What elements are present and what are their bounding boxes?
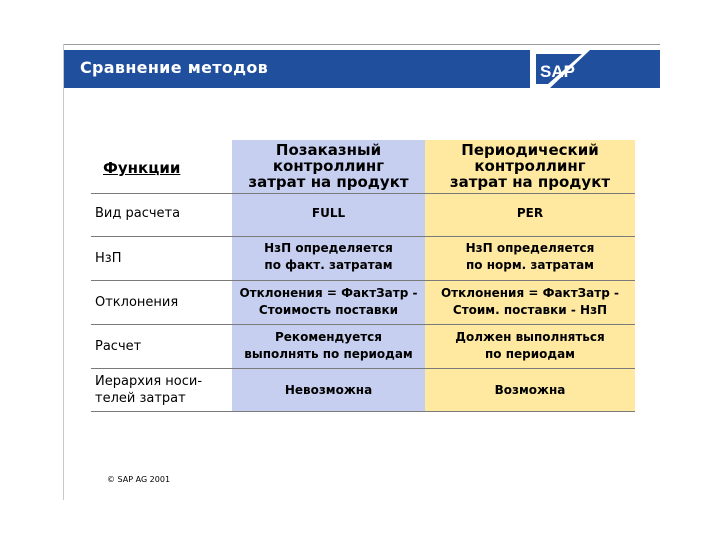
cell-periodic-calc-type: PER [516, 206, 544, 220]
row-divider [91, 236, 635, 237]
column-header-job-order: Позаказный контроллинг затрат на продукт [248, 141, 409, 191]
cell-periodic-wip: НзП определяется по норм. затратам [465, 241, 595, 272]
slide-title: Сравнение методов [80, 58, 269, 77]
row-divider [91, 368, 635, 369]
functions-header: Функции [103, 159, 181, 177]
row-label-variances: Отклонения [95, 295, 179, 310]
row-label-calc-type: Вид расчета [95, 206, 181, 221]
cell-job-order-settlement: Рекомендуется выполнять по периодам [244, 330, 413, 361]
cell-periodic-settlement: Должен выполняться по периодам [455, 330, 605, 361]
row-label-settlement: Расчет [95, 339, 142, 354]
row-label-wip: НзП [95, 251, 122, 266]
cell-job-order-wip: НзП определяется по факт. затратам [264, 241, 393, 272]
left-divider [63, 44, 64, 500]
cell-periodic-hierarchy: Возможна [494, 383, 566, 397]
row-divider [91, 193, 635, 194]
cell-periodic-variances: Отклонения = ФактЗатр - Стоим. поставки - НзП [440, 286, 619, 317]
row-label-hierarchy: Иерархия носи- телей затрат [95, 374, 203, 406]
sap-logo-icon [530, 50, 590, 88]
row-divider [91, 280, 635, 281]
top-divider [63, 44, 660, 45]
cell-job-order-calc-type: FULL [311, 206, 346, 220]
column-header-periodic: Периодический контроллинг затрат на продукт [449, 141, 611, 191]
row-divider [91, 411, 635, 412]
copyright-notice: © SAP AG 2001 [107, 475, 171, 484]
cell-job-order-hierarchy: Невозможна [284, 383, 373, 397]
cell-job-order-variances: Отклонения = ФактЗатр - Стоимость поставки [239, 286, 418, 317]
row-divider [91, 324, 635, 325]
svg-text:SAP: SAP [540, 62, 575, 81]
